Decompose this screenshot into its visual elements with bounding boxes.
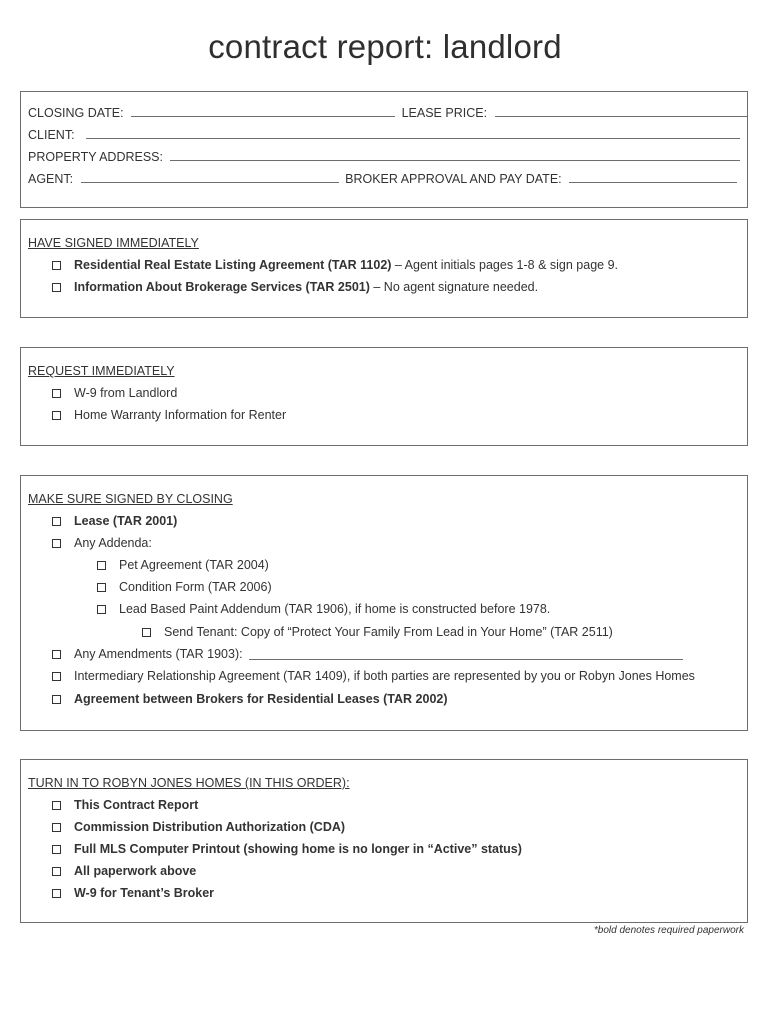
footnote: *bold denotes required paperwork: [593, 925, 744, 936]
signed-immediately-heading: HAVE SIGNED IMMEDIATELY: [28, 236, 199, 250]
item-text: Send Tenant: Copy of “Protect Your Family From Lead in Your Home” (TAR 2511): [164, 625, 613, 639]
checklist-item: [52, 692, 448, 706]
turn-in-heading: TURN IN TO ROBYN JONES HOMES (IN THIS ORDER):: [28, 776, 350, 790]
closing-date-label: CLOSING DATE:: [28, 106, 124, 120]
checkbox[interactable]: [97, 605, 106, 614]
broker-approval-field[interactable]: [569, 171, 737, 183]
signed-immediately-box: [20, 219, 748, 318]
item-note-text: – No agent signature needed.: [369, 280, 539, 294]
checklist-subitem: [97, 558, 269, 572]
checklist-item: [52, 280, 538, 294]
checklist-item: [52, 408, 286, 422]
checkbox[interactable]: [52, 283, 61, 292]
page-title: contract report: landlord: [208, 28, 562, 65]
checkbox[interactable]: [52, 517, 61, 526]
checklist-item: [52, 864, 196, 878]
agent-label: AGENT:: [28, 172, 74, 186]
property-address-field[interactable]: [170, 149, 740, 161]
item-text: Lease (TAR 2001): [74, 514, 178, 528]
signed-by-closing-heading: MAKE SURE SIGNED BY CLOSING: [28, 492, 233, 506]
request-immediately-box: [20, 347, 748, 446]
item-text: Full MLS Computer Printout (showing home is no longer in “Active” status): [74, 842, 522, 856]
checkbox[interactable]: [52, 261, 61, 270]
checklist-subsubitem: [142, 625, 613, 639]
broker-approval-label: BROKER APPROVAL AND PAY DATE:: [345, 172, 562, 186]
item-text: Home Warranty Information for Renter: [74, 408, 287, 422]
amendments-field[interactable]: [249, 649, 683, 660]
agent-field[interactable]: [81, 171, 339, 183]
checkbox[interactable]: [52, 650, 61, 659]
checkbox[interactable]: [52, 389, 61, 398]
item-text: Lead Based Paint Addendum (TAR 1906), if home is constructed before 1978.: [119, 602, 551, 616]
checkbox[interactable]: [52, 867, 61, 876]
lease-price-label: LEASE PRICE:: [401, 106, 488, 120]
item-text: Commission Distribution Authorization (CDA): [74, 820, 346, 834]
property-address-label: PROPERTY ADDRESS:: [28, 150, 163, 164]
checkbox[interactable]: [52, 411, 61, 420]
request-immediately-heading: REQUEST IMMEDIATELY: [28, 364, 175, 378]
checklist-item: [52, 842, 522, 856]
item-text: Any Amendments (TAR 1903):: [74, 647, 243, 661]
checkbox[interactable]: [52, 672, 61, 681]
checkbox[interactable]: [142, 628, 151, 637]
checklist-item: [52, 886, 214, 900]
checklist-item: [52, 386, 177, 400]
checklist-item: [52, 798, 198, 812]
checkbox[interactable]: [97, 583, 106, 592]
checkbox[interactable]: [52, 695, 61, 704]
item-required-text: Residential Real Estate Listing Agreement (TAR 1102): [74, 258, 392, 272]
checkbox[interactable]: [52, 801, 61, 810]
item-text: This Contract Report: [74, 798, 199, 812]
signed-by-closing-box: [20, 475, 748, 731]
client-field[interactable]: [86, 127, 740, 139]
closing-date-field[interactable]: [131, 105, 395, 117]
item-text: Intermediary Relationship Agreement (TAR 1409), if both parties are represented by you or Robyn Jones Homes: [74, 669, 695, 683]
item-text: Pet Agreement (TAR 2004): [119, 558, 269, 572]
item-text: All paperwork above: [74, 864, 197, 878]
item-text: Any Addenda:: [74, 536, 152, 550]
contract-info-box: [20, 91, 748, 208]
item-text: Agreement between Brokers for Residential Leases (TAR 2002): [74, 692, 448, 706]
checklist-item: [52, 647, 683, 661]
checkbox[interactable]: [52, 845, 61, 854]
item-required-text: Information About Brokerage Services (TAR 2501): [74, 280, 370, 294]
turn-in-box: [20, 759, 748, 923]
lease-price-field[interactable]: [495, 105, 747, 117]
checkbox[interactable]: [52, 889, 61, 898]
checkbox[interactable]: [97, 561, 106, 570]
checkbox[interactable]: [52, 539, 61, 548]
checklist-item: [52, 669, 695, 683]
checklist-item: [52, 258, 618, 272]
item-text: Condition Form (TAR 2006): [119, 580, 272, 594]
checklist-subitem: [97, 580, 272, 594]
item-note-text: – Agent initials pages 1-8 & sign page 9.: [391, 258, 618, 272]
client-label: CLIENT:: [28, 128, 75, 142]
checklist-item: [52, 536, 152, 550]
checklist-item: [52, 820, 345, 834]
checkbox[interactable]: [52, 823, 61, 832]
item-text: W-9 for Tenant’s Broker: [74, 886, 215, 900]
checklist-subitem: [97, 602, 550, 616]
checklist-item: [52, 514, 177, 528]
item-text: W-9 from Landlord: [74, 386, 178, 400]
